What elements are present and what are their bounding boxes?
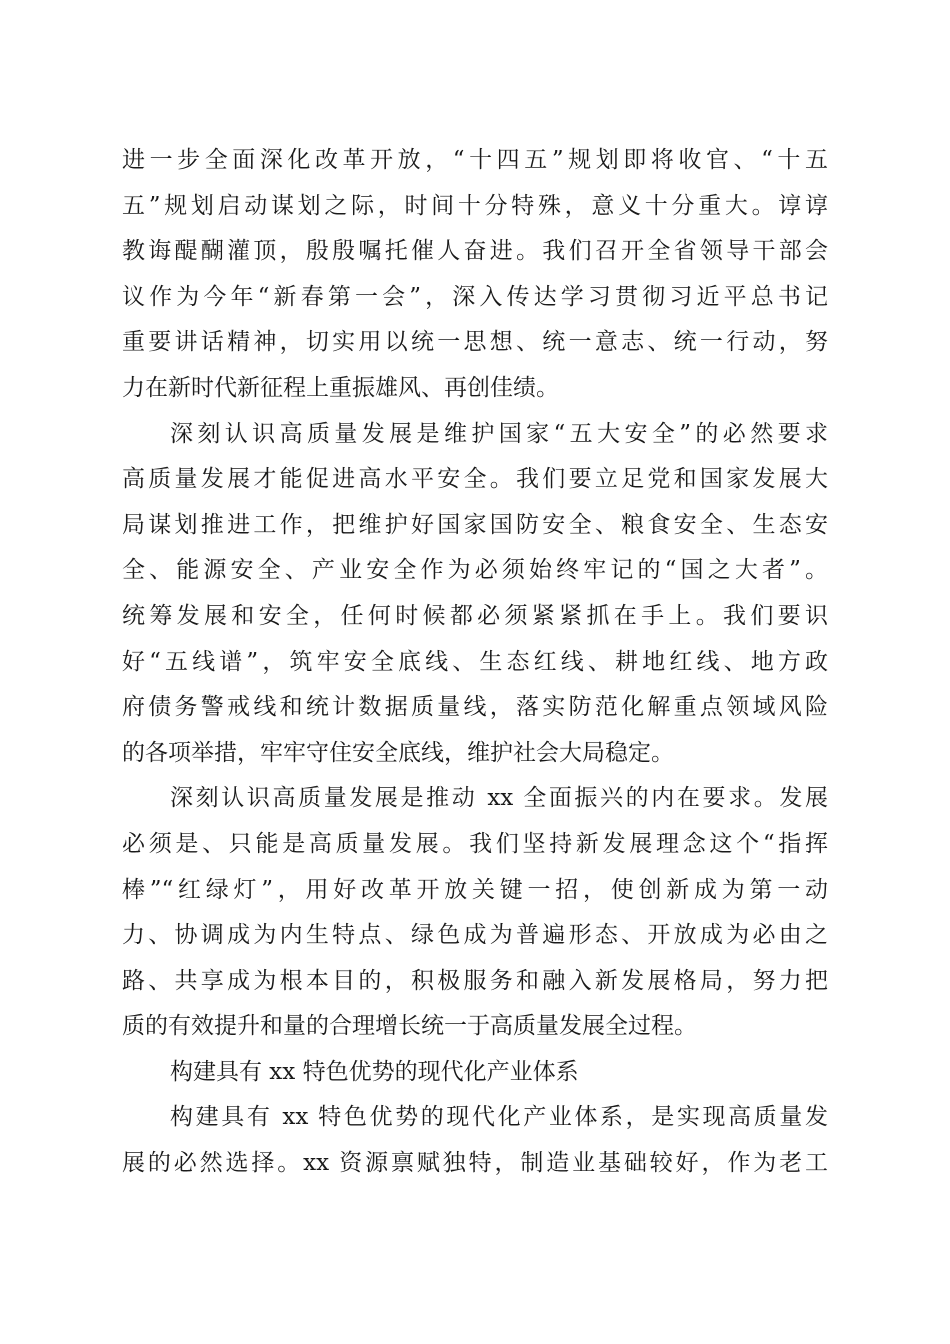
section-heading bbox=[122, 1050, 828, 1096]
text-line: 教诲醍醐灌顶，殷殷嘱托催人奋进。我们召开全省领导干部会 bbox=[122, 238, 828, 265]
heading-text: 构建具有 xx 特色优势的现代化产业体系 bbox=[170, 1058, 579, 1085]
text-line: 好“五线谱”，筑牢安全底线、生态红线、耕地红线、地方政 bbox=[122, 648, 828, 675]
text-line: 深刻认识高质量发展是推动 xx 全面振兴的内在要求。发展 bbox=[170, 785, 828, 812]
text-line: 府债务警戒线和统计数据质量线，落实防范化解重点领域风险 bbox=[122, 694, 828, 721]
text-line: 展的必然选择。xx 资源禀赋独特，制造业基础较好，作为老工 bbox=[122, 1150, 828, 1177]
paragraph-2 bbox=[122, 412, 828, 777]
paragraph-1 bbox=[122, 138, 828, 412]
text-line: 棒”“红绿灯”，用好改革开放关键一招，使创新成为第一动 bbox=[122, 876, 828, 903]
text-line: 高质量发展才能促进高水平安全。我们要立足党和国家发展大 bbox=[122, 466, 828, 493]
document-body bbox=[122, 138, 828, 1187]
text-line: 全、能源安全、产业安全作为必须始终牢记的“国之大者”。 bbox=[122, 557, 828, 584]
paragraph-3 bbox=[122, 776, 828, 1050]
text-line: 深刻认识高质量发展是维护国家“五大安全”的必然要求 bbox=[170, 420, 828, 447]
text-line: 力、协调成为内生特点、绿色成为普遍形态、开放成为必由之 bbox=[122, 922, 828, 949]
text-line: 路、共享成为根本目的，积极服务和融入新发展格局，努力把 bbox=[122, 967, 828, 994]
paragraph-5 bbox=[122, 1095, 828, 1186]
text-line: 进一步全面深化改革开放，“十四五”规划即将收官、“十五 bbox=[122, 147, 828, 173]
text-line: 统筹发展和安全，任何时候都必须紧紧抓在手上。我们要识 bbox=[122, 602, 828, 629]
text-line: 五”规划启动谋划之际，时间十分特殊，意义十分重大。谆谆 bbox=[122, 192, 828, 219]
text-line: 构建具有 xx 特色优势的现代化产业体系，是实现高质量发 bbox=[170, 1104, 828, 1131]
text-line: 议作为今年“新春第一会”，深入传达学习贯彻习近平总书记 bbox=[122, 283, 828, 310]
text-line: 必须是、只能是高质量发展。我们坚持新发展理念这个“指挥 bbox=[122, 830, 828, 857]
text-line: 重要讲话精神，切实用以统一思想、统一意志、统一行动，努 bbox=[122, 329, 828, 356]
text-line: 质的有效提升和量的合理增长统一于高质量发展全过程。 bbox=[122, 1013, 697, 1040]
text-line: 的各项举措，牢牢守住安全底线，维护社会大局稳定。 bbox=[122, 739, 674, 766]
text-line: 局谋划推进工作，把维护好国家国防安全、粮食安全、生态安 bbox=[122, 511, 828, 538]
text-line: 力在新时代新征程上重振雄风、再创佳绩。 bbox=[122, 374, 559, 401]
